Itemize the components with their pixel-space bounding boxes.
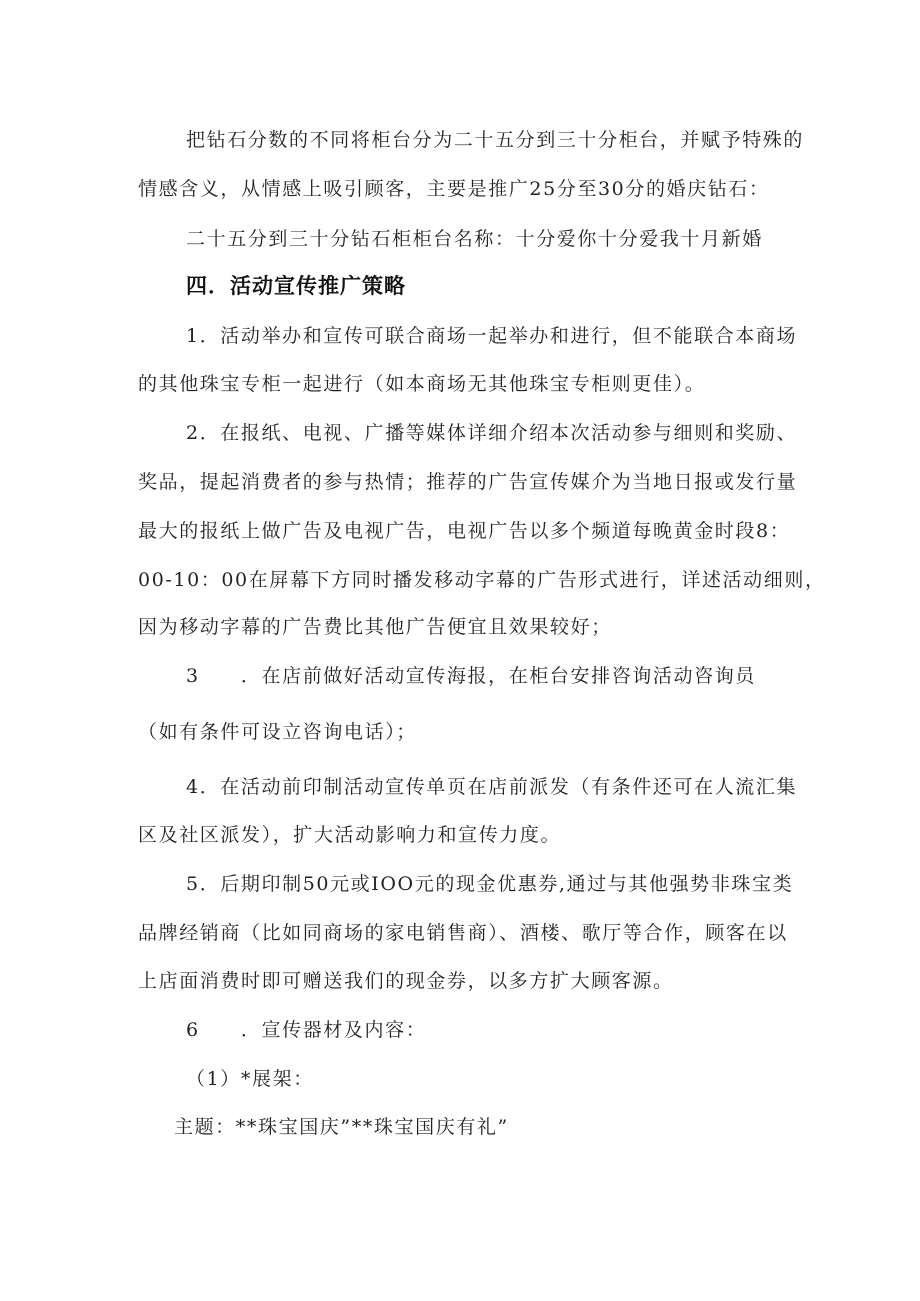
paragraph-line-14: 4．在活动前印制活动宣传单页在店前派发（有条件还可在人流汇集 [186, 776, 798, 798]
paragraph-line-5: 1．活动举办和宣传可联合商场一起举办和进行，但不能联合本商场 [186, 325, 798, 347]
paragraph-line-1: 把钻石分数的不同将柜台分为二十五分到三十分柜台，并赋予特殊的 [186, 129, 805, 151]
paragraph-line-13: （如有条件可设立咨询电话）； [138, 721, 417, 743]
paragraph-line-18: 上店面消费时即可赠送我们的现金券，以多方扩大顾客源。 [138, 970, 674, 992]
paragraph-line-3: 二十五分到三十分钻石柜柜台名称：十分爱你十分爱我十月新婚 [186, 228, 763, 250]
paragraph-line-8: 奖品，提起消费者的参与热情；推荐的广告宣传媒介为当地日报或发行量 [138, 471, 798, 493]
paragraph-line-10: 00-10：00在屏幕下方同时播发移动字幕的广告形式进行，详述活动细则， [138, 569, 826, 591]
paragraph-line-15: 区及社区派发），扩大活动影响力和宣传力度。 [138, 824, 562, 846]
paragraph-line-6: 的其他珠宝专柜一起进行（如本商场无其他珠宝专柜则更佳）。 [138, 373, 706, 395]
paragraph-line-2: 情感含义，从情感上吸引顾客，主要是推广25分至30分的婚庆钻石： [138, 178, 770, 200]
paragraph-line-17: 品牌经销商（比如同商场的家电销售商）、酒楼、歌厅等合作，顾客在以 [138, 922, 788, 944]
paragraph-line-12: 3 ．在店前做好活动宣传海报，在柜台安排咨询活动咨询员 [186, 665, 756, 687]
paragraph-line-16: 5．后期印制50元或IOO元的现金优惠券,通过与其他强势非珠宝类 [186, 873, 794, 895]
paragraph-line-11: 因为移动字幕的广告费比其他广告便宜且效果较好； [138, 616, 612, 638]
paragraph-line-20: （1）*展架： [186, 1068, 314, 1090]
paragraph-line-7: 2．在报纸、电视、广播等媒体详细介绍本次活动参与细则和奖励、 [186, 422, 798, 444]
paragraph-line-19: 6 ．宣传器材及内容： [186, 1019, 427, 1041]
paragraph-line-21: 主题：**珠宝国庆”**珠宝国庆有礼” [174, 1116, 509, 1138]
section-heading: 四．活动宣传推广策略 [186, 274, 406, 298]
paragraph-line-9: 最大的报纸上做广告及电视广告，电视广告以多个频道每晚黄金时段8： [138, 520, 791, 542]
